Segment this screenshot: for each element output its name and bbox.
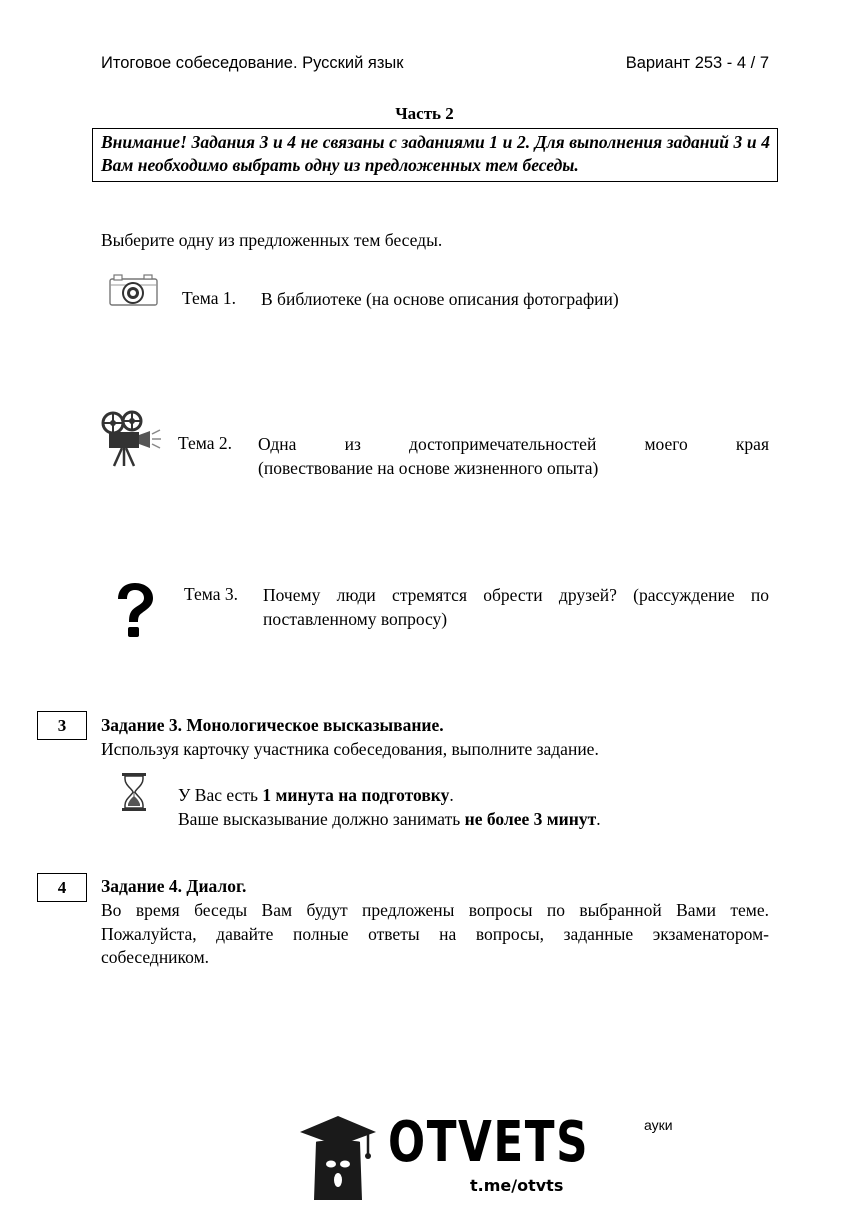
topic-2-label: Тема 2. [178,433,233,453]
otvets-channel-link[interactable]: t.me/otvts [470,1176,564,1195]
prep-time-suffix: . [449,785,454,805]
prep-time-line [178,784,601,808]
task-4-line-1: Во время беседы Вам будут предложены вопросы по выбранной Вами теме. [101,900,769,920]
attention-notice: Внимание! Задания 3 и 4 не связаны с заданиями 1 и 2. Для выполнения заданий 3 и 4 Вам необходимо выбрать одну из предложенных тем беседы. [92,128,778,182]
part-title: Часть 2 [395,104,454,123]
topic-3-text [263,584,769,631]
hourglass-icon [120,772,148,817]
topic-1-label: Тема 1. [182,288,237,308]
otvets-logo-text: OTVETS [388,1110,590,1175]
prep-time-bold: 1 минута на подготовку [262,785,450,805]
header-subject: Итоговое собеседование. Русский язык [101,54,404,72]
question-mark-icon [112,582,158,645]
topic-2-line-1: Одна из достопримечательностей моего края [258,434,769,454]
task-3-title: Задание 3. Монологическое высказывание. [101,715,444,735]
speech-time-bold: не более 3 минут [464,808,597,829]
task-4-line-2: Пожалуйста, давайте полные ответы на вопросы, заданные экзаменатором- [101,923,769,944]
task-4-number: 4 [37,873,87,902]
intro-text: Выберите одну из предложенных тем беседы. [101,230,443,250]
speech-time-prefix: Ваше высказывание должно занимать [178,808,465,829]
film-projector-icon [100,410,164,473]
task-4-description [101,899,769,970]
otvets-mascot-icon [298,1114,378,1205]
task-4-line-3: собеседником. [101,947,210,967]
topic-2-line-2: (повествование на основе жизненного опыта) [258,457,599,478]
camera-icon [109,273,159,312]
topic-3-line-2: поставленному вопросу) [263,608,448,629]
truncated-footer-text: ауки [644,1117,673,1133]
speech-time-suffix: . [596,808,601,829]
task-3-description: Используя карточку участника собеседования, выполните задание. [101,739,599,759]
prep-time-prefix: У Вас есть [178,785,263,805]
topic-3-label: Тема 3. [184,584,239,604]
speech-time-line [178,808,601,832]
task-3-number: 3 [37,711,87,740]
header-variant: Вариант 253 - 4 / 7 [625,54,769,72]
topic-2-text [258,433,769,480]
topic-3-line-1: Почему люди стремятся обрести друзей? (рассуждение по [263,585,769,605]
task-4-title: Задание 4. Диалог. [101,876,247,896]
task-3-timing [178,784,601,831]
topic-1-text: В библиотеке (на основе описания фотографии) [261,289,619,309]
